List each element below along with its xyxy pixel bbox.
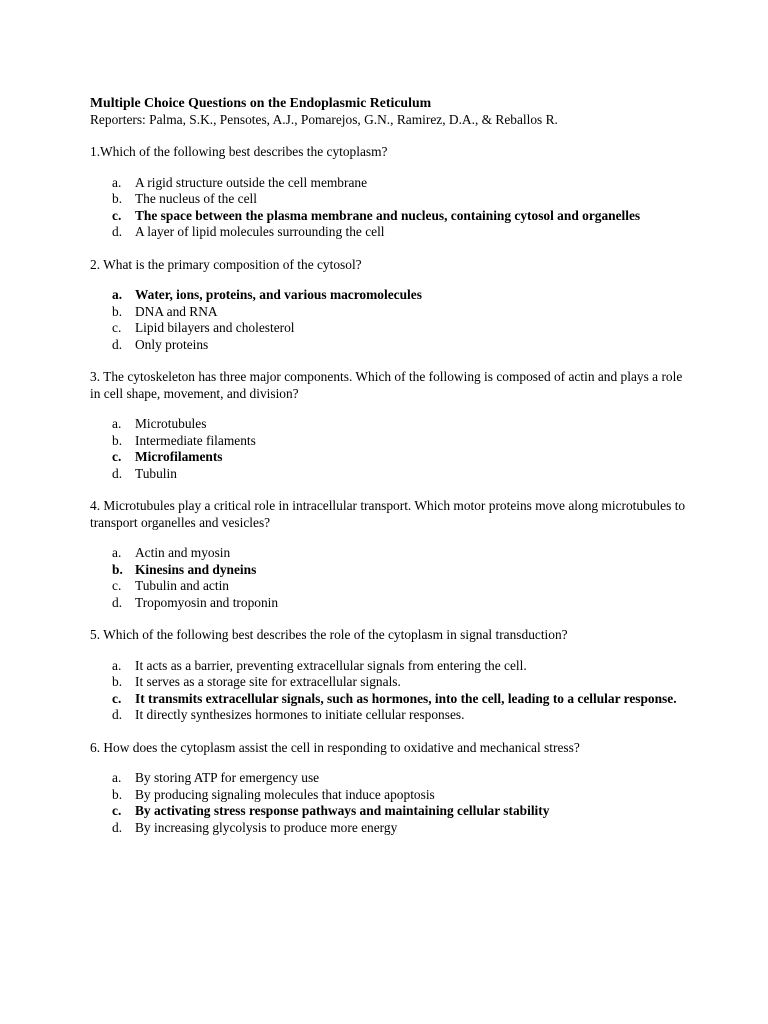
option	[90, 787, 690, 804]
document-page	[90, 94, 690, 836]
option	[90, 320, 690, 337]
option	[90, 770, 690, 787]
option	[90, 595, 690, 612]
option-letter: d.	[112, 465, 123, 481]
option-letter: c.	[112, 578, 122, 593]
document-title: Multiple Choice Questions on the Endoplasmic Reticulum	[90, 95, 432, 110]
question-text: 3. The cytoskeleton has three major components. Which of the following is composed of actin and plays a role in cell shape, movement, and division?	[90, 369, 683, 401]
option-text: By increasing glycolysis to produce more energy	[135, 819, 398, 835]
correct-option	[90, 449, 690, 466]
question-text: 6. How does the cytoplasm assist the cell in responding to oxidative and mechanical stress?	[90, 739, 580, 755]
option-text: Microtubules	[135, 416, 207, 431]
option-text: Tubulin	[135, 465, 177, 481]
option-text: A layer of lipid molecules surrounding the cell	[135, 224, 385, 239]
option-letter: a.	[112, 545, 122, 560]
option	[90, 337, 690, 354]
option-text: It directly synthesizes hormones to initiate cellular responses.	[135, 707, 465, 722]
option-list	[90, 770, 690, 836]
option-letter: a.	[112, 416, 122, 431]
option-text: By activating stress response pathways and maintaining cellular stability	[135, 803, 550, 818]
question-text: 1.Which of the following best describes the cytoplasm?	[90, 144, 388, 159]
option	[90, 191, 690, 208]
option-letter: c.	[112, 690, 122, 706]
option-letter: b.	[112, 191, 123, 206]
question-block	[90, 498, 690, 611]
question-text: 4. Microtubules play a critical role in intracellular transport. Which motor proteins move along microtubules to transport organelles and vesicles?	[90, 498, 686, 530]
option-letter: c.	[112, 803, 122, 818]
option-letter: d.	[112, 224, 123, 239]
question-text: 2. What is the primary composition of the cytosol?	[90, 256, 362, 272]
option-text: It transmits extracellular signals, such as hormones, into the cell, leading to a cellular response.	[135, 690, 677, 706]
option	[90, 820, 690, 837]
correct-option	[90, 287, 690, 304]
option-text: DNA and RNA	[135, 303, 218, 319]
option-text: Intermediate filaments	[135, 432, 256, 448]
option-text: Tubulin and actin	[135, 578, 229, 593]
option-letter: d.	[112, 594, 123, 610]
option-letter: d.	[112, 707, 123, 722]
option-text: The space between the plasma membrane and nucleus, containing cytosol and organelles	[135, 207, 641, 223]
option-text: By producing signaling molecules that induce apoptosis	[135, 786, 435, 802]
option	[90, 674, 690, 691]
correct-option	[90, 691, 690, 708]
option	[90, 224, 690, 241]
option-text: By storing ATP for emergency use	[135, 770, 320, 785]
question-block	[90, 740, 690, 837]
option-text: Water, ions, proteins, and various macromolecules	[135, 287, 422, 302]
option-text: It acts as a barrier, preventing extracellular signals from entering the cell.	[135, 657, 527, 673]
option-list	[90, 175, 690, 241]
question-block	[90, 144, 690, 241]
question-list	[90, 144, 690, 836]
option-text: It serves as a storage site for extracellular signals.	[135, 674, 401, 689]
option	[90, 466, 690, 483]
option-text: Actin and myosin	[135, 545, 231, 560]
question-block	[90, 369, 690, 482]
option-list	[90, 416, 690, 482]
option-letter: c.	[112, 207, 122, 223]
option-letter: b.	[112, 674, 123, 689]
reporters-line: Reporters: Palma, S.K., Pensotes, A.J., Pomarejos, G.N., Ramirez, D.A., & Reballos R.	[90, 112, 558, 127]
option-text: Lipid bilayers and cholesterol	[135, 320, 295, 335]
option	[90, 416, 690, 433]
option-letter: b.	[112, 432, 123, 448]
option-letter: b.	[112, 303, 123, 319]
option	[90, 707, 690, 724]
option	[90, 175, 690, 192]
option-letter: d.	[112, 819, 123, 835]
option	[90, 578, 690, 595]
question-block	[90, 257, 690, 354]
option-list	[90, 545, 690, 611]
correct-option	[90, 208, 690, 225]
option-text: Only proteins	[135, 336, 209, 352]
option-letter: c.	[112, 320, 122, 335]
option-letter: b.	[112, 786, 123, 802]
option-letter: b.	[112, 561, 123, 577]
option-list	[90, 658, 690, 724]
option-letter: d.	[112, 336, 123, 352]
option-letter: a.	[112, 287, 123, 302]
correct-option	[90, 803, 690, 820]
option-text: A rigid structure outside the cell membrane	[135, 174, 368, 190]
option-letter: a.	[112, 657, 122, 673]
option-letter: a.	[112, 174, 122, 190]
option	[90, 545, 690, 562]
option-text: Microfilaments	[135, 449, 223, 464]
option-text: Tropomyosin and troponin	[135, 594, 279, 610]
option	[90, 658, 690, 675]
question-text: 5. Which of the following best describes the role of the cytoplasm in signal transduction?	[90, 627, 568, 642]
option-letter: c.	[112, 449, 122, 464]
question-block	[90, 627, 690, 724]
option	[90, 304, 690, 321]
option-letter: a.	[112, 770, 122, 785]
correct-option	[90, 562, 690, 579]
option-list	[90, 287, 690, 353]
option	[90, 433, 690, 450]
option-text: Kinesins and dyneins	[135, 561, 257, 577]
option-text: The nucleus of the cell	[135, 191, 257, 206]
